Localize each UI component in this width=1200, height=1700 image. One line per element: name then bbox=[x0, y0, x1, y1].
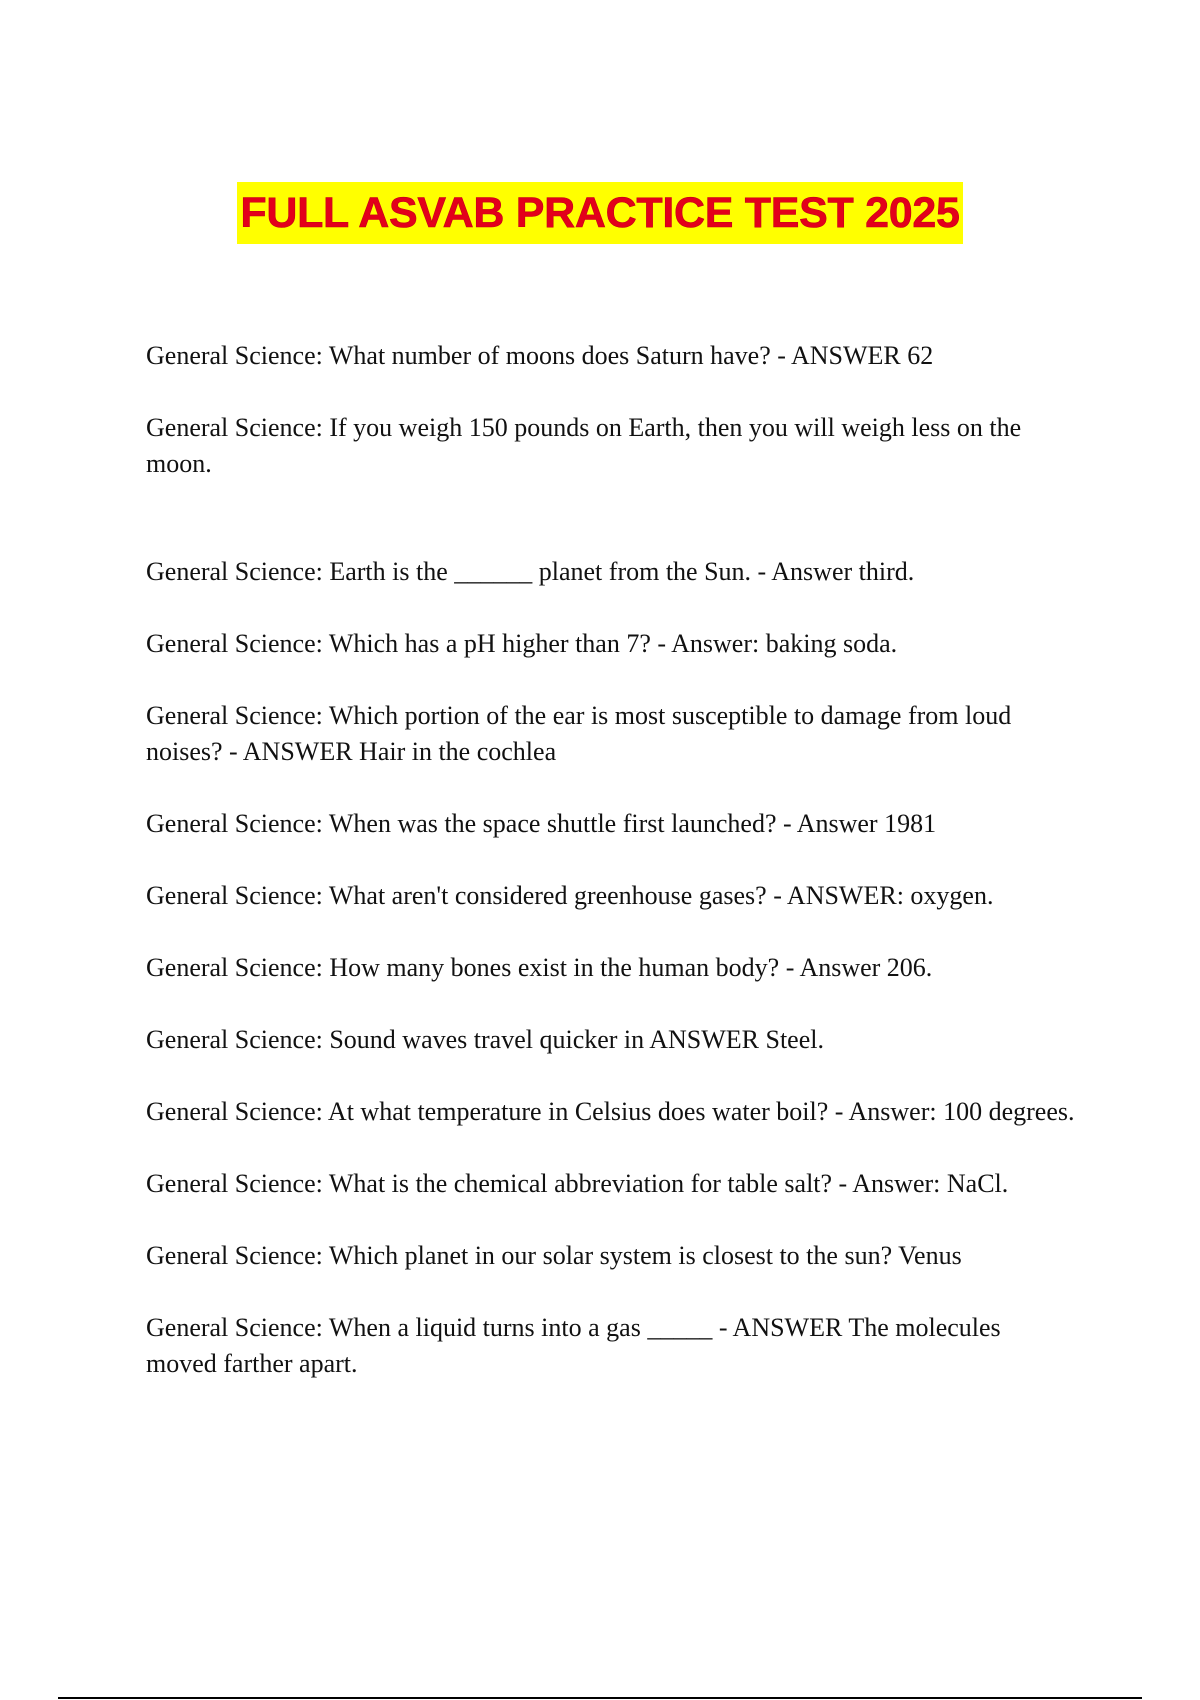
question-item: General Science: How many bones exist in the human body? - Answer 206. bbox=[146, 953, 933, 982]
question-item: General Science: Which portion of the ear is most susceptible to damage from loud noises? - ANSWER Hair in the cochlea bbox=[146, 701, 1018, 766]
title-container bbox=[0, 182, 1200, 244]
question-item: General Science: Sound waves travel quicker in ANSWER Steel. bbox=[146, 1025, 824, 1054]
question-item: General Science: Which has a pH higher than 7? - Answer: baking soda. bbox=[146, 629, 898, 658]
question-item: General Science: When was the space shuttle first launched? - Answer 1981 bbox=[146, 809, 937, 838]
question-item: General Science: What aren't considered greenhouse gases? - ANSWER: oxygen. bbox=[146, 881, 994, 910]
question-item: General Science: What number of moons does Saturn have? - ANSWER 62 bbox=[146, 341, 934, 370]
question-item: General Science: What is the chemical abbreviation for table salt? - Answer: NaCl. bbox=[146, 1169, 1009, 1198]
footer-divider bbox=[58, 1697, 1142, 1699]
question-item: General Science: Which planet in our solar system is closest to the sun? Venus bbox=[146, 1241, 962, 1270]
page-title: FULL ASVAB PRACTICE TEST 2025 bbox=[237, 182, 962, 244]
question-list bbox=[146, 338, 1076, 1382]
question-item: General Science: Earth is the ______ planet from the Sun. - Answer third. bbox=[146, 557, 915, 586]
question-item: General Science: If you weigh 150 pounds on Earth, then you will weigh less on the moon. bbox=[146, 413, 1028, 478]
question-item: General Science: At what temperature in Celsius does water boil? - Answer: 100 degrees. bbox=[146, 1097, 1075, 1126]
question-item: General Science: When a liquid turns into a gas _____ - ANSWER The molecules moved farther apart. bbox=[146, 1313, 1008, 1378]
